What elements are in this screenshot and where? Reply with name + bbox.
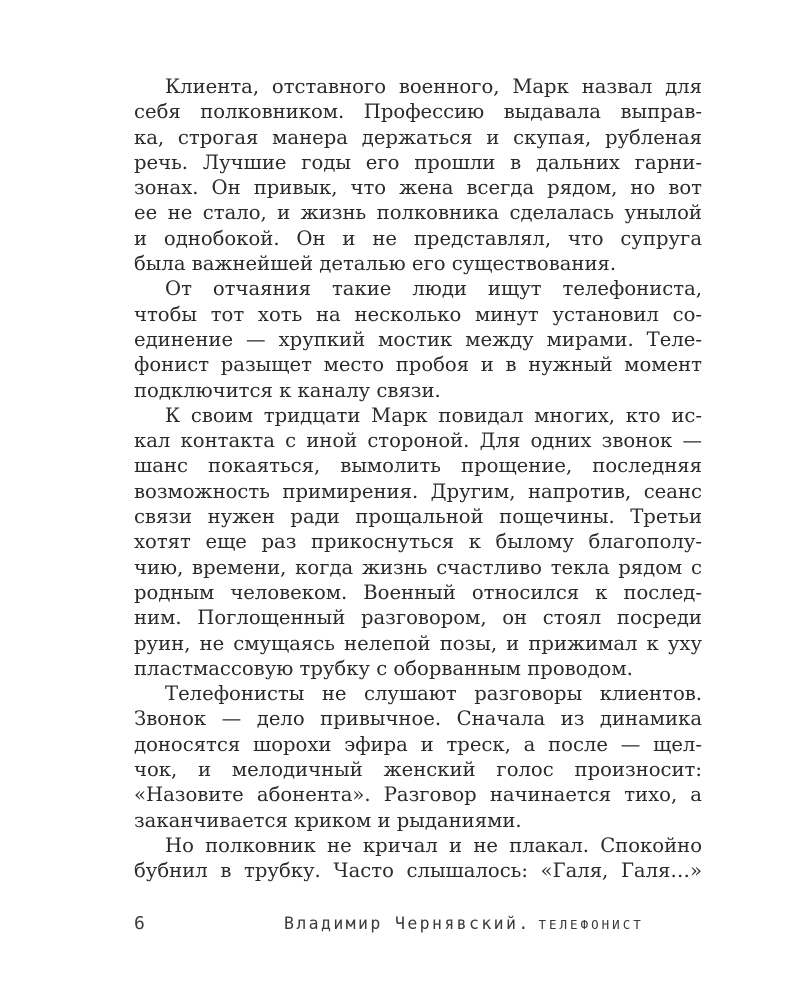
text-line: связи нужен ради прощальной пощечины. Третьи [134,505,702,529]
text-line: возможность примирения. Другим, напротив, сеанс [134,479,702,503]
text-line: Звонок — дело привычное. Сначала из динамика [134,707,702,731]
text-line: Телефонисты не слушают разговоры клиентов. [165,682,702,706]
paragraph [134,74,702,276]
text-line: была важнейшей деталью его существования. [134,252,617,276]
running-head [284,912,644,937]
text-line: родным человеком. Военный относился к послед- [134,580,702,604]
text-line: руин, не смущаясь нелепой позы, и прижимал к уху [134,631,702,655]
text-line: доносятся шорохи эфира и треск, а после — щел- [134,732,702,756]
text-line: бубнил в трубку. Часто слышалось: «Галя, Галя…» [134,859,702,883]
text-line: ее не стало, и жизнь полковника сделалась унылой [134,201,702,225]
text-line: чтобы тот хоть на несколько минут установил со- [134,302,702,326]
running-head-title: ТЕЛЕФОНИСТ [538,917,644,932]
running-head-author: Владимир Чернявский [284,914,519,933]
text-line: речь. Лучшие годы его прошли в дальних гарни- [134,150,702,174]
text-line: шанс покаяться, вымолить прощение, последняя [134,454,702,478]
text-line: Клиента, отставного военного, Марк назвал для [165,75,702,98]
text-line: К своим тридцати Марк повидал многих, кто ис- [165,403,702,427]
text-line: пластмассовую трубку с оборванным проводом. [134,656,633,680]
text-line: ним. Поглощенный разговором, он стоял посреди [134,606,702,630]
text-line: заканчивается криком и рыданиями. [134,808,522,832]
page-footer [134,912,702,936]
text-line: и однобокой. Он и не представлял, что супруга [134,226,702,250]
page-number: 6 [134,913,145,934]
text-line: подключится к каналу связи. [134,378,441,402]
text-line: зонах. Он привык, что жена всегда рядом, но вот [134,176,702,200]
text-line: кал контакта с иной стороной. Для одних звонок — [134,429,702,453]
text-line: чок, и мелодичный женский голос произносит: [134,758,702,782]
text-line: «Назовите абонента». Разговор начинается тихо, а [134,783,702,807]
text-line: ка, строгая манера держаться и скупая, рубленая [134,125,702,149]
paragraph [134,403,702,681]
text-line: единение — хрупкий мостик между мирами. Теле- [134,327,702,351]
text-line: чию, времени, когда жизнь счастливо текла рядом с [134,555,702,579]
running-head-separator: . [518,914,531,933]
text-line: себя полковником. Профессию выдавала выправ- [134,100,702,124]
text-line: От отчаяния такие люди ищут телефониста, [165,277,702,301]
paragraph [134,681,702,833]
paragraph [134,833,702,884]
text-line: фонист разыщет место пробоя и в нужный момент [134,353,702,377]
paragraph [134,276,702,402]
text-line: хотят еще раз прикоснуться к былому благополу- [134,530,702,554]
text-line: Но полковник не кричал и не плакал. Спокойно [165,833,702,857]
body-text [134,74,702,884]
